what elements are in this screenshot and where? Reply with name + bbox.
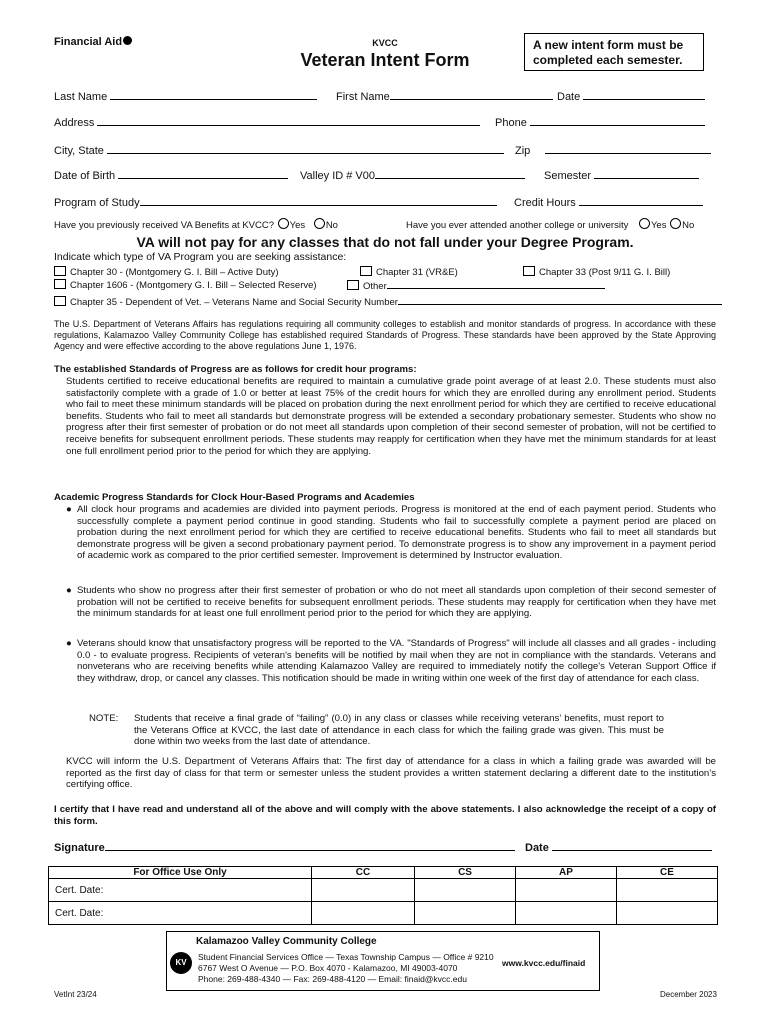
note-text: Students that receive a final grade of “failing” (0.0) in any class or classes while receiving veterans’ benefits, must report to the Veterans Office at KVCC, the last date of attendance in each class for which the failing grade was given. This must be done within two weeks from the last date of attendance. — [134, 713, 664, 748]
logo-badge-icon — [123, 36, 132, 45]
ap-cell[interactable] — [516, 879, 617, 902]
kvcc-logo-icon: KV — [170, 952, 192, 974]
no-radio[interactable] — [314, 218, 325, 229]
question-other-college: Have you ever attended another college or university Yes No — [406, 220, 695, 231]
clock-hour-heading: Academic Progress Standards for Clock Hour-Based Programs and Academies — [54, 492, 415, 503]
valley-id-field[interactable]: Valley ID # V00 — [300, 168, 525, 182]
office-use-table — [48, 866, 718, 925]
college-name: Kalamazoo Valley Community College — [196, 936, 377, 947]
contact-line-1: Student Financial Services Office — Texas Township Campus — Office # 9210 — [198, 952, 494, 962]
checkbox[interactable] — [54, 296, 66, 306]
degree-program-warning: VA will not pay for any classes that do not fall under your Degree Program. — [136, 234, 634, 250]
city-state-field[interactable]: City, State — [54, 143, 504, 157]
contact-line-3: Phone: 269-488-4340 — Fax: 269-488-4120 — Email: finaid@kvcc.edu — [198, 974, 467, 984]
dob-field[interactable]: Date of Birth — [54, 168, 288, 182]
website-link[interactable]: www.kvcc.edu/finaid — [502, 958, 586, 968]
form-id: VetInt 23/24 — [54, 990, 97, 999]
zip-field[interactable]: Zip — [515, 143, 711, 157]
cs-cell[interactable] — [415, 879, 516, 902]
financial-aid-logo: Financial Aid — [54, 36, 132, 48]
header-cs: CS — [415, 867, 516, 879]
last-name-field[interactable]: Last Name — [54, 89, 317, 103]
table-row — [49, 879, 718, 902]
address-field[interactable]: Address — [54, 115, 480, 129]
checkbox[interactable] — [54, 266, 66, 276]
table-header-row — [49, 867, 718, 879]
checkbox[interactable] — [360, 266, 372, 276]
failing-grade-paragraph: KVCC will inform the U.S. Department of Veterans Affairs that: The first day of attendance for a class in which a failing grade was awarded will be reported as the first day of class for that term or semester unless the student provides a written statement declaring a different date to the institution’s certifying office. — [66, 756, 716, 791]
chapter-1606-option[interactable]: Chapter 1606 - (Montgomery G. I. Bill – Selected Reserve) — [54, 279, 317, 291]
clock-hour-bullet-3: Veterans should know that unsatisfactory progress will be reported to the VA. "Standards of Progress" will include all classes and all grades - including 0.0 - to evaluate progress. Recipients of veteran's benefits will be notified by mail when they are not in compliance with the standards. Veterans and nonveterans who are receiving benefits while attending Kalamazoo Valley are required to immediately notify the college's Veteran Support Office if they withdraw, drop, or cancel any classes. This notification should be made in writing within one week of the first day of attendance for each class. — [77, 638, 716, 684]
chapter-35-option[interactable]: Chapter 35 - Dependent of Vet. – Veterans Name and Social Security Number — [54, 295, 722, 308]
credit-standards-paragraph: Students certified to receive educational benefits are required to maintain a cumulative grade point average of at least 2.0. These students must also satisfactorily complete with a grade of 1.0 or better at least 75% of the credit hours for which they are enrolled during any enrollment period. Students who fail to meet these minimum standards will be placed on probation during the next enrollment period for which they are certified to receive educational benefits. Students who fail to meet all standards but demonstrate progress will be extended a secondary probationary semester. Students who show no progress after their first semester of probation or do not meet all standards upon completion of their second semester of probation, will not be certified to receive benefits for subsequent enrollment periods. These students may reapply for certification when they have met the minimum standards for at least one full enrollment period prior to the period for which they are applying. — [66, 376, 716, 457]
header-office-use: For Office Use Only — [49, 867, 312, 879]
date-field[interactable]: Date — [557, 89, 705, 103]
other-option[interactable]: Other — [347, 279, 605, 292]
ce-cell[interactable] — [617, 902, 718, 925]
clock-hour-bullet-1: All clock hour programs and academies are divided into payment periods. Progress is monitored at the end of each payment period. Students who successfully complete a payment period continue in good standing. Students who fail to successfully complete a payment period are placed on probation during the next enrollment period for which they are certified to receive educational benefits. Students who fail to meet all standards but demonstrate progress will be given a second probationary payment period. To demonstrate progress is to show any improvement in a payment period of academic work as compared to the prior certified semester. Improvement is determined by Instructor evaluation. — [77, 504, 716, 562]
table-row — [49, 902, 718, 925]
semester-notice: A new intent form must be completed each semester. — [524, 33, 704, 71]
program-field[interactable]: Program of Study — [54, 195, 497, 209]
cert-date-label: Cert. Date: — [49, 902, 312, 925]
chapter-30-option[interactable]: Chapter 30 - (Montgomery G. I. Bill – Active Duty) — [54, 266, 279, 278]
no-radio[interactable] — [670, 218, 681, 229]
signature-date-field[interactable]: Date — [525, 840, 712, 854]
school-name: KVCC — [372, 38, 398, 48]
note-label: NOTE: — [89, 713, 119, 724]
cc-cell[interactable] — [312, 879, 415, 902]
question-previous-benefits: Have you previously received VA Benefits at KVCC? Yes No — [54, 220, 338, 231]
cs-cell[interactable] — [415, 902, 516, 925]
revision-date: December 2023 — [660, 990, 717, 999]
checkbox[interactable] — [523, 266, 535, 276]
cert-date-label: Cert. Date: — [49, 879, 312, 902]
checkbox[interactable] — [347, 280, 359, 290]
chapter-31-option[interactable]: Chapter 31 (VR&E) — [360, 266, 458, 278]
credit-hours-field[interactable]: Credit Hours — [514, 195, 703, 209]
phone-field[interactable]: Phone — [495, 115, 705, 129]
regulations-paragraph: The U.S. Department of Veterans Affairs has regulations requiring all community colleges to establish and monitor standards of progress. In accordance with these regulations, Kalamazoo Valley Community College has established required Standards of Progress. These standards have been approved by the State Approving Agency and were effective according to the above regulations June 1, 1976. — [54, 319, 716, 352]
form-title: Veteran Intent Form — [300, 50, 470, 70]
clock-hour-bullet-2: Students who show no progress after their first semester of probation or who do not meet all standards upon completion of their second semester of probation will not be certified to receive benefits for subsequent enrollment periods. These students may reapply for certification when they have met the minimum standards for at least one full enrollment period prior to the period for which they are applying. — [77, 585, 716, 620]
signature-field[interactable]: Signature — [54, 840, 515, 854]
ce-cell[interactable] — [617, 879, 718, 902]
header-ce: CE — [617, 867, 718, 879]
checkbox[interactable] — [54, 279, 66, 289]
credit-standards-heading: The established Standards of Progress are as follows for credit hour programs: — [54, 364, 417, 375]
ap-cell[interactable] — [516, 902, 617, 925]
bullet-icon: ● — [66, 638, 72, 649]
chapter-33-option[interactable]: Chapter 33 (Post 9/11 G. I. Bill) — [523, 266, 670, 278]
bullet-icon: ● — [66, 504, 72, 515]
semester-field[interactable]: Semester — [544, 168, 699, 182]
header-ap: AP — [516, 867, 617, 879]
header-cc: CC — [312, 867, 415, 879]
contact-line-2: 6767 West O Avenue — P.O. Box 4070 - Kalamazoo, MI 49003-4070 — [198, 963, 458, 973]
bullet-icon: ● — [66, 585, 72, 596]
program-intro: Indicate which type of VA Program you are seeking assistance: — [54, 251, 347, 263]
first-name-field[interactable]: First Name — [336, 89, 553, 103]
certification-statement: I certify that I have read and understand all of the above and will comply with the above statements. I also acknowledge the receipt of a copy of this form. — [54, 804, 716, 827]
cc-cell[interactable] — [312, 902, 415, 925]
yes-radio[interactable] — [278, 218, 289, 229]
yes-radio[interactable] — [639, 218, 650, 229]
